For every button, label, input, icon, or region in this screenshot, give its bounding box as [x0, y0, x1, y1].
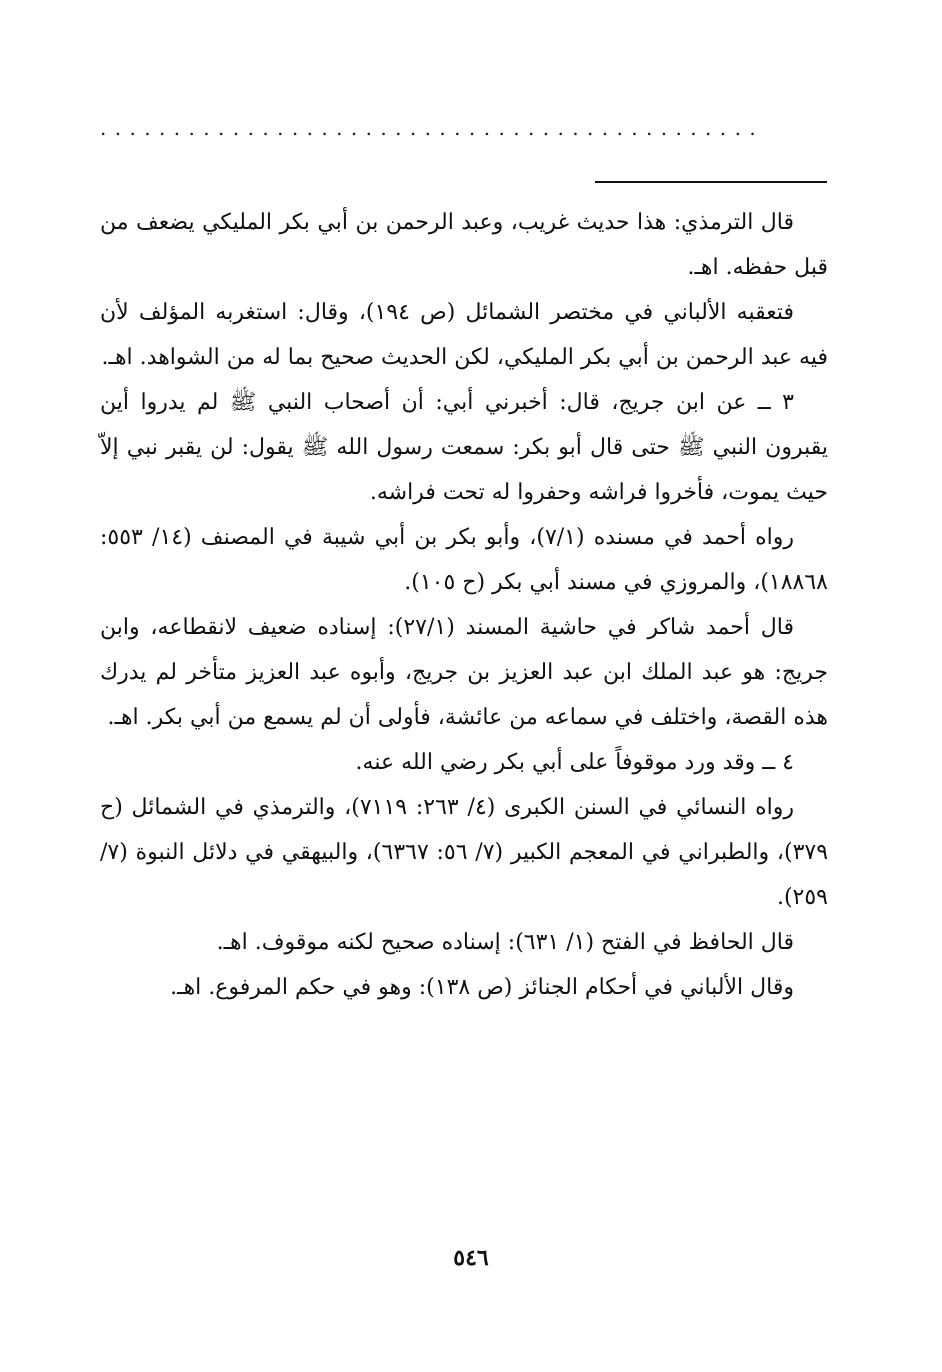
paragraph-tirmidhi-comment: قال الترمذي: هذا حديث غريب، وعبد الرحمن بن أبي بكر المليكي يضعف من قبل حفظه. اهـ.	[100, 210, 828, 280]
paragraph-albani-janaiz: وقال الألباني في أحكام الجنائز (ص ١٣٨): وهو في حكم المرفوع. اهـ.	[170, 975, 794, 1000]
page-number: ٥٤٦	[453, 1245, 489, 1271]
paragraph-hafiz-comment: قال الحافظ في الفتح (١/ ٦٣١): إسناده صحيح لكنه موقوف. اهـ.	[216, 930, 794, 955]
paragraph-shakir-comment: قال أحمد شاكر في حاشية المسند (٢٧/١): إسناده ضعيف لانقطاعه، وابن جريج: هو عبد الملك ابن عبد العزيز بن جريج، وأبوه عبد العزيز متأخر لم يدرك هذه القصة، واختلف في سماعه من عائشة، فأولى أن لم يسمع من أبي بكر. اهـ.	[100, 615, 828, 730]
paragraph-ahmad-narration: رواه أحمد في مسنده (٧/١)، وأبو بكر بن أبي شيبة في المصنف (١٤/ ٥٥٣: ١٨٨٦٨)، والمروزي في مسند أبي بكر (ح ١٠٥).	[100, 525, 828, 595]
paragraph-albani-response: فتعقبه الألباني في مختصر الشمائل (ص ١٩٤)، وقال: استغربه المؤلف لأن فيه عبد الرحمن بن أبي بكر المليكي، لكن الحديث صحيح بما له من الشواهد. اهـ.	[100, 300, 828, 370]
paragraph-hadith-3: ٣ ــ عن ابن جريج، قال: أخبرني أبي: أن أصحاب النبي ﷺ لم يدروا أين يقبرون النبي ﷺ حتى قال أبو بكر: سمعت رسول الله ﷺ يقول: لن يقبر نبي إلاّ حيث يموت، فأخروا فراشه وحفروا له تحت فراشه.	[100, 390, 828, 505]
paragraph-nasai-narration: رواه النسائي في السنن الكبرى (٤/ ٢٦٣: ٧١١٩)، والترمذي في الشمائل (ح ٣٧٩)، والطبراني في المعجم الكبير (٧/ ٥٦: ٦٣٦٧)، والبيهقي في دلائل النبوة (٧/ ٢٥٩).	[100, 795, 829, 910]
footnote-separator-line	[595, 181, 827, 183]
footnote-body	[100, 200, 828, 1010]
paragraph-hadith-4: ٤ ــ وقد ورد موقوفاً على أبي بكر رضي الله عنه.	[355, 750, 794, 775]
dotted-separator: .............................................	[100, 118, 765, 138]
